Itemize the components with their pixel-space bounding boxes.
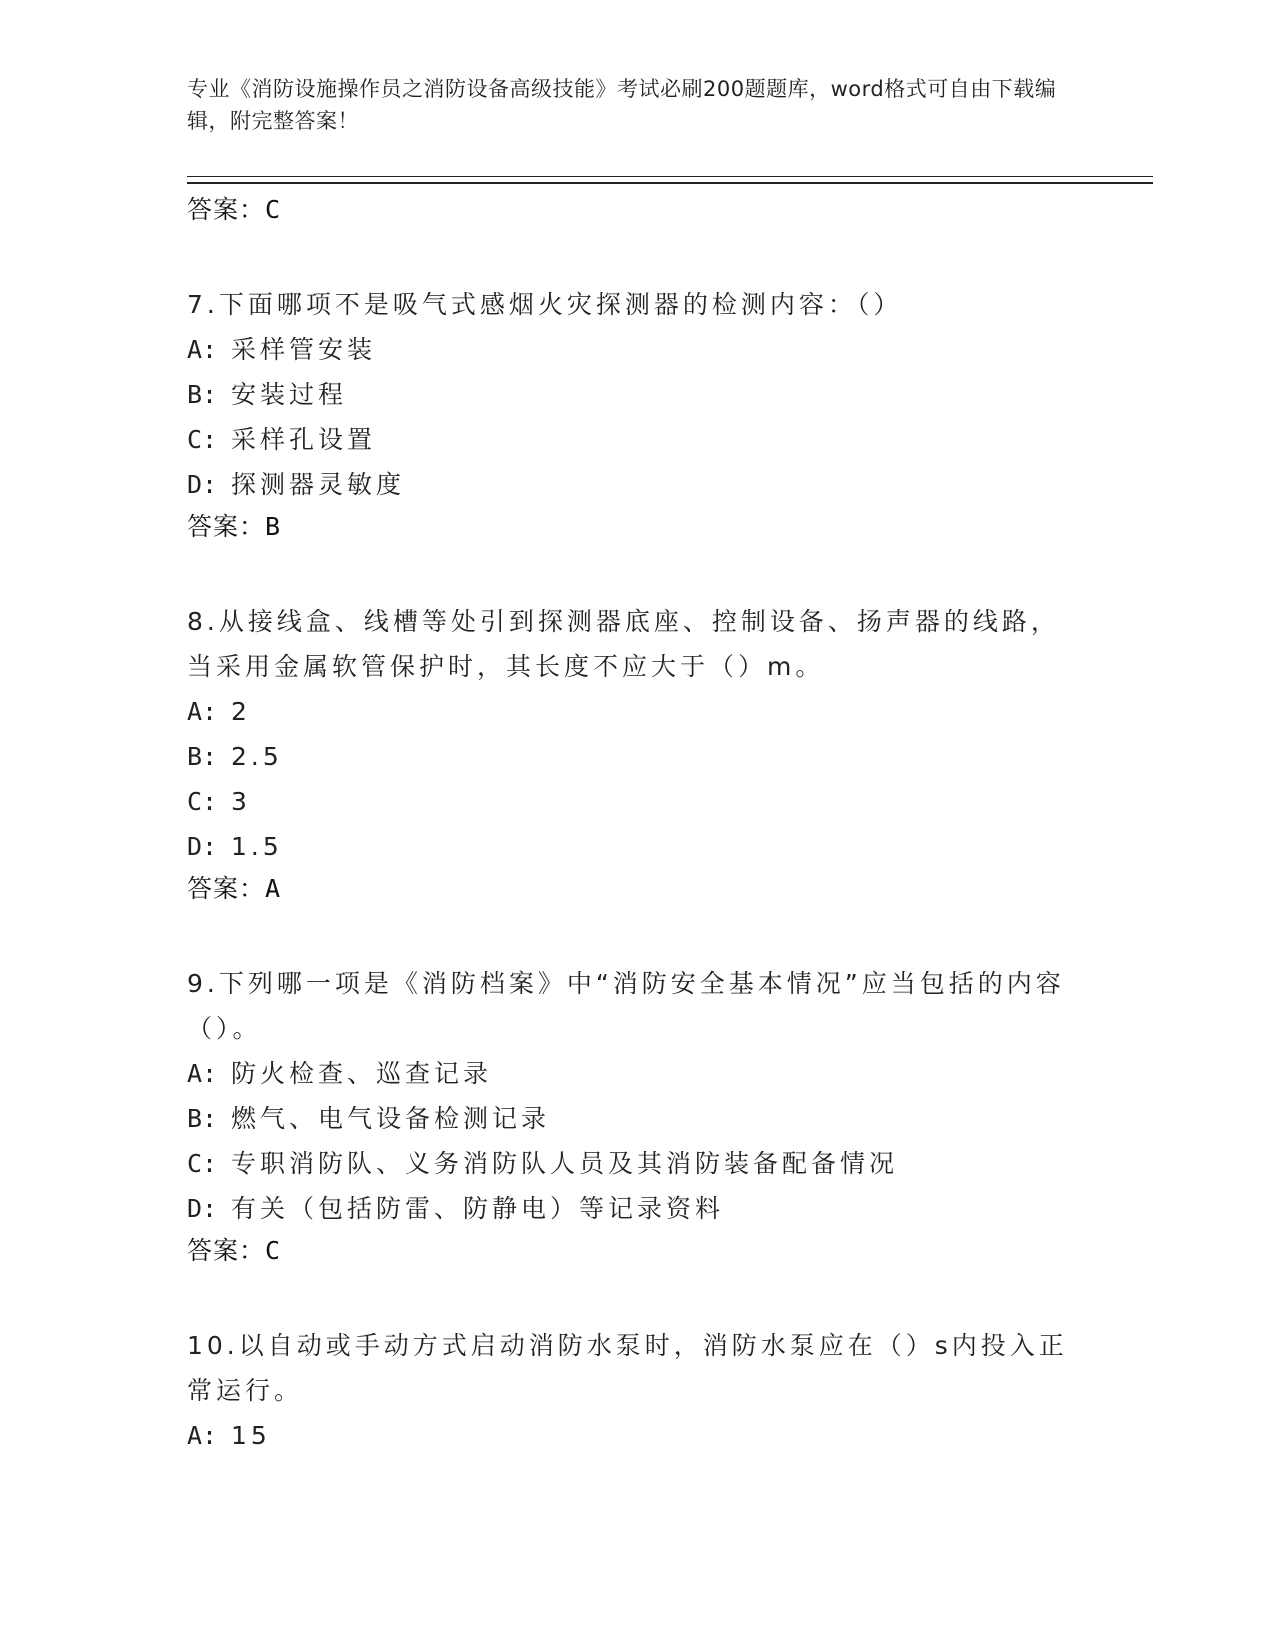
- question-block: [187, 282, 1087, 547]
- option-text: 3: [231, 787, 251, 816]
- option-key: B:: [187, 1104, 218, 1133]
- document-body: [187, 190, 1087, 1458]
- option-text: 1.5: [231, 832, 283, 861]
- option-item: [187, 1186, 1087, 1231]
- answer-label: 答案：: [187, 512, 266, 541]
- option-item: [187, 734, 1087, 779]
- option-text: 有关（包括防雷、防静电）等记录资料: [231, 1194, 725, 1223]
- option-item: [187, 1096, 1087, 1141]
- spacer: [187, 230, 1087, 282]
- option-key: B:: [187, 742, 218, 771]
- option-item: [187, 372, 1087, 417]
- option-text: 2.5: [231, 742, 283, 771]
- spacer: [187, 547, 1087, 599]
- question-text: 10.以自动或手动方式启动消防水泵时，消防水泵应在（）s内投入正常运行。: [187, 1331, 1068, 1405]
- option-item: [187, 327, 1087, 372]
- answer-line: [187, 507, 1087, 547]
- question-text: 8.从接线盒、线槽等处引到探测器底座、控制设备、扬声器的线路，当采用金属软管保护时，其长度不应大于（）m。: [187, 607, 1060, 681]
- option-key: A:: [187, 697, 218, 726]
- question-text: 7.下面哪项不是吸气式感烟火灾探测器的检测内容：（）: [187, 290, 903, 319]
- option-text: 探测器灵敏度: [231, 470, 406, 499]
- answer-label: 答案：: [187, 195, 266, 224]
- option-text: 燃气、电气设备检测记录: [231, 1104, 551, 1133]
- option-text: 防火检查、巡查记录: [231, 1059, 493, 1088]
- answer-line: [187, 190, 1087, 230]
- option-item: [187, 462, 1087, 507]
- option-key: A:: [187, 335, 218, 364]
- option-key: A:: [187, 1059, 218, 1088]
- option-item: [187, 689, 1087, 734]
- answer-value: B: [265, 512, 282, 541]
- option-key: C:: [187, 1149, 218, 1178]
- question-text: 9.下列哪一项是《消防档案》中“消防安全基本情况”应当包括的内容（）。: [187, 969, 1065, 1043]
- option-item: [187, 1051, 1087, 1096]
- option-item: [187, 417, 1087, 462]
- option-item: [187, 1141, 1087, 1186]
- question-block: [187, 1323, 1087, 1458]
- option-text: 15: [231, 1421, 271, 1450]
- option-key: D:: [187, 470, 218, 499]
- option-key: B:: [187, 380, 218, 409]
- option-text: 专职消防队、义务消防队人员及其消防装备配备情况: [231, 1149, 899, 1178]
- document-header: 专业《消防设施操作员之消防设备高级技能》考试必刷200题题库，word格式可自由下载编辑，附完整答案！: [187, 77, 1057, 133]
- option-key: A:: [187, 1421, 218, 1450]
- answer-value: C: [265, 1236, 282, 1265]
- option-item: [187, 824, 1087, 869]
- option-item: [187, 779, 1087, 824]
- option-text: 2: [231, 697, 251, 726]
- answer-label: 答案：: [187, 1236, 266, 1265]
- spacer: [187, 1271, 1087, 1323]
- option-key: D:: [187, 1194, 218, 1223]
- answer-value: C: [265, 195, 282, 224]
- option-text: 采样孔设置: [231, 425, 377, 454]
- option-key: C:: [187, 425, 218, 454]
- option-item: [187, 1413, 1087, 1458]
- question-block: [187, 961, 1087, 1271]
- option-key: D:: [187, 832, 218, 861]
- header-divider: [187, 176, 1153, 184]
- option-key: C:: [187, 787, 218, 816]
- answer-label: 答案：: [187, 874, 266, 903]
- option-text: 采样管安装: [231, 335, 377, 364]
- option-text: 安装过程: [231, 380, 348, 409]
- question-block: [187, 599, 1087, 909]
- spacer: [187, 909, 1087, 961]
- answer-line: [187, 1231, 1087, 1271]
- answer-value: A: [265, 874, 282, 903]
- answer-line: [187, 869, 1087, 909]
